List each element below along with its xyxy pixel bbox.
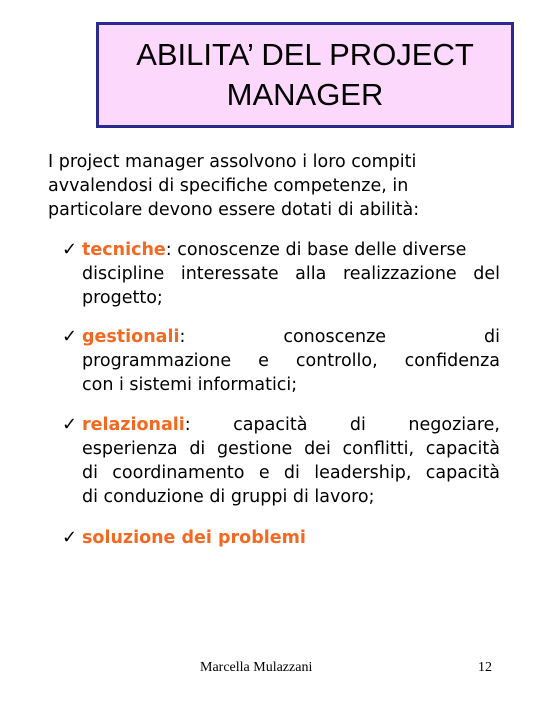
bullet-text: : conoscenze di [179,327,500,347]
bullet-line: di conduzione di gruppi di lavoro; [82,487,375,507]
checkmark-icon: ✓ [62,414,78,435]
bullet-soluzione-dei-problemi [62,526,500,550]
bullet-tecniche [62,238,500,310]
bullet-line: esperienza di gestione dei conflitti, capacità [82,439,500,459]
bullet-line: discipline interessate alla realizzazione del [82,264,500,284]
intro-line: avvalendosi di specifiche competenze, in [48,176,409,196]
slide-title-line-1: ABILITA’ DEL PROJECT [136,37,474,72]
footer-author: Marcella Mulazzani [200,660,313,675]
bullet-line: con i sistemi informatici; [82,375,298,395]
slide-title-line-2: MANAGER [226,77,384,112]
checkmark-icon: ✓ [62,527,78,548]
intro-paragraph [48,150,518,222]
bullet-keyword: gestionali [82,327,180,347]
checkmark-icon: ✓ [62,239,78,260]
bullet-keyword: soluzione dei problemi [82,528,306,548]
bullet-line: di coordinamento e di leadership, capacità [82,463,500,483]
slide-title-box [96,22,514,128]
bullet-text: : capacità di negoziare, [184,415,500,435]
bullet-keyword: tecniche [82,240,166,260]
intro-line: particolare devono essere dotati di abilità: [48,200,420,220]
bullet-line: programmazione e controllo, confidenza [82,351,500,371]
checkmark-icon: ✓ [62,326,78,347]
bullet-line: progetto; [82,288,163,308]
bullet-relazionali [62,413,500,509]
bullet-text: : conoscenze di base delle diverse [165,240,467,260]
bullet-keyword: relazionali [82,415,185,435]
page-number: 12 [478,660,492,675]
bullet-gestionali [62,325,500,397]
intro-line: I project manager assolvono i loro compiti [48,152,417,172]
